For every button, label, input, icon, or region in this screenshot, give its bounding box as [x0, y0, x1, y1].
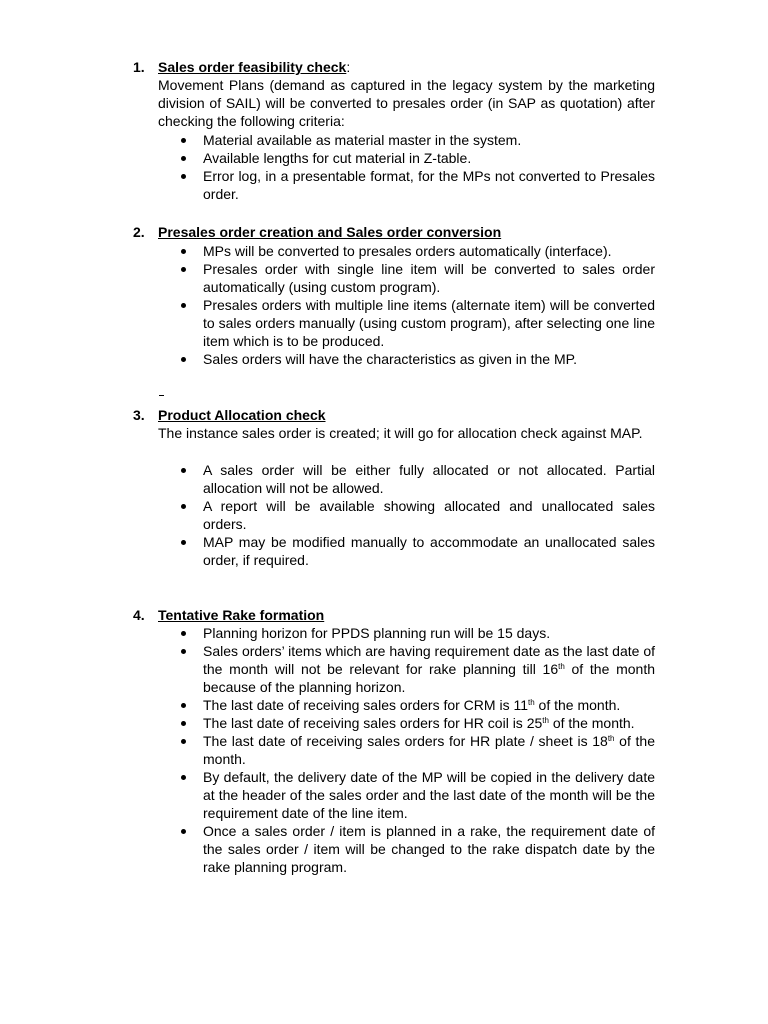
list-item: Sales orders will have the characteristics as given in the MP.: [158, 350, 655, 368]
bullet-icon: [181, 156, 186, 161]
list-item: MPs will be converted to presales orders automatically (interface).: [158, 242, 655, 260]
section-intro: Movement Plans (demand as captured in the legacy system by the marketing division of SAIL) will be converted to presales order (in SAP as quotation) after checking the following criteria:: [158, 77, 655, 129]
bullet-icon: [181, 739, 186, 744]
section-number: 1.: [133, 59, 145, 75]
list-item: The last date of receiving sales orders for HR plate / sheet is 18th of the month.: [158, 732, 655, 768]
list-item: The last date of receiving sales orders for CRM is 11th of the month.: [158, 696, 655, 714]
bullet-list: [158, 131, 655, 203]
bullet-icon: [181, 721, 186, 726]
section-intro: The instance sales order is created; it will go for allocation check against MAP.: [158, 425, 643, 441]
list-item: Available lengths for cut material in Z-table.: [158, 149, 655, 167]
list-item: Material available as material master in the system.: [158, 131, 655, 149]
bullet-icon: [181, 649, 186, 654]
list-item: Once a sales order / item is planned in a rake, the requirement date of the sales order / item will be changed to the rake dispatch date by the rake planning program.: [158, 822, 655, 876]
section-number: 2.: [133, 224, 145, 240]
list-item: The last date of receiving sales orders for HR coil is 25th of the month.: [158, 714, 655, 732]
bullet-icon: [181, 631, 186, 636]
stray-mark: [159, 395, 164, 396]
list-item: A report will be available showing allocated and unallocated sales orders.: [158, 497, 655, 533]
section-title: Presales order creation and Sales order conversion: [158, 224, 502, 240]
bullet-icon: [181, 174, 186, 179]
bullet-icon: [181, 703, 186, 708]
list-item: By default, the delivery date of the MP will be copied in the delivery date at the header of the sales order and the last date of the month will be the requirement date of the line item.: [158, 768, 655, 822]
bullet-icon: [181, 357, 186, 362]
list-item: MAP may be modified manually to accommodate an unallocated sales order, if required.: [158, 533, 655, 569]
bullet-list: [158, 242, 655, 368]
bullet-icon: [181, 138, 186, 143]
section-number: 3.: [133, 407, 145, 423]
bullet-icon: [181, 829, 186, 834]
bullet-icon: [181, 267, 186, 272]
bullet-icon: [181, 540, 186, 545]
list-item: Planning horizon for PPDS planning run will be 15 days.: [158, 624, 655, 642]
list-item: A sales order will be either fully allocated or not allocated. Partial allocation will not be allowed.: [158, 461, 655, 497]
bullet-icon: [181, 504, 186, 509]
section-title: Sales order feasibility check: [158, 59, 347, 75]
section-title-colon: :: [346, 59, 351, 75]
bullet-list: [158, 461, 655, 569]
list-item: Presales order with single line item will be converted to sales order automatically (using custom program).: [158, 260, 655, 296]
list-item: Presales orders with multiple line items (alternate item) will be converted to sales orders manually (using custom program), after selecting one line item which is to be produced.: [158, 296, 655, 350]
bullet-icon: [181, 249, 186, 254]
bullet-icon: [181, 303, 186, 308]
bullet-list: [158, 624, 655, 876]
section-number: 4.: [133, 607, 145, 623]
bullet-icon: [181, 775, 186, 780]
section-title: Tentative Rake formation: [158, 607, 325, 623]
list-item: Sales orders’ items which are having requirement date as the last date of the month will not be relevant for rake planning till 16th of the month because of the planning horizon.: [158, 642, 655, 696]
bullet-icon: [181, 468, 186, 473]
section-title: Product Allocation check: [158, 407, 326, 423]
list-item: Error log, in a presentable format, for the MPs not converted to Presales order.: [158, 167, 655, 203]
